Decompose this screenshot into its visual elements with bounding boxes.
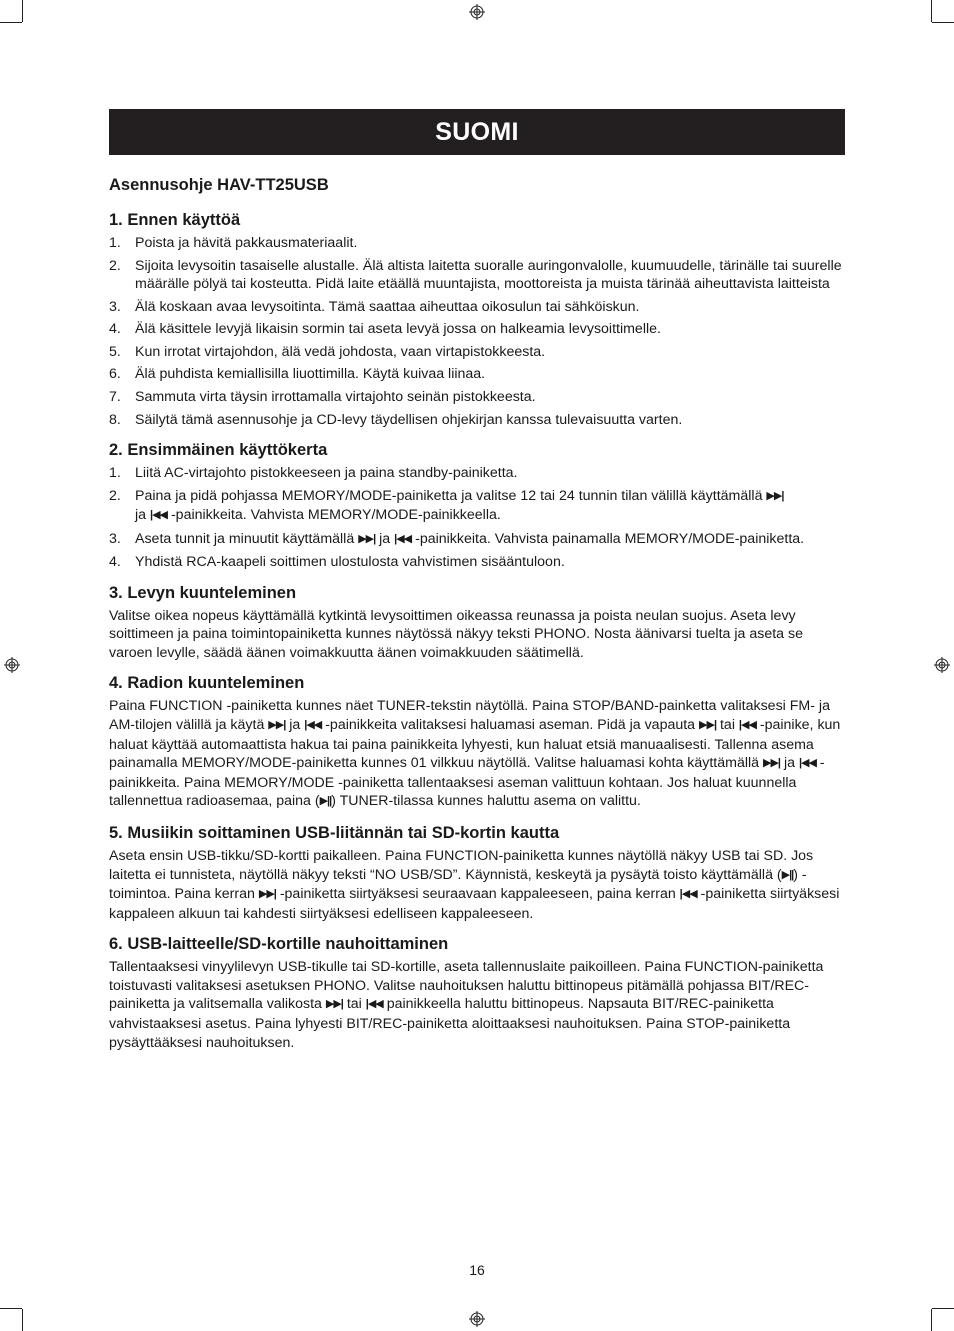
section-heading: 5. Musiikin soittaminen USB-liitännän tai SD-kortin kautta	[109, 823, 560, 842]
crop-mark	[22, 1309, 23, 1331]
previous-track-icon: |◀◀	[738, 718, 756, 731]
crop-mark	[0, 22, 22, 23]
next-track-icon: ▶▶|	[763, 757, 780, 770]
section-heading: 1. Ennen käyttöä	[109, 211, 241, 229]
next-track-icon: ▶▶|	[358, 532, 376, 545]
list-item: 8. Säilytä tämä asennusohje ja CD-levy täydellisen ohjekirjan kanssa tulevaisuutta varten.	[109, 411, 683, 428]
previous-track-icon: |◀◀	[679, 888, 697, 901]
section-heading: 4. Radion kuunteleminen	[109, 674, 305, 693]
registration-mark-icon	[934, 657, 950, 673]
registration-mark-icon	[469, 4, 485, 20]
page-number: 16	[469, 1262, 485, 1278]
paragraph: Paina FUNCTION -painiketta kunnes näet TUNER-tekstin näytöllä. Paina STOP/BAND-painketta valitaksesi FM- ja AM-tilojen välillä ja käytä ▶▶| ja |◀◀ -painikkeita valitaksesi haluamasi aseman. Pidä ja vapauta ▶▶| tai |◀◀ -painike, kun haluat käyttää automaattista hakua tai paina painikkeita lyhyesti, kun haluat etsiä manuaalisesti. Tallenna asema painamalla MEMORY/MODE-painiketta kunnes 01 vilkkuu näytöllä. Valitse haluamasi kohta käyttämällä ▶▶| ja |◀◀ -painikkeita. Paina MEMORY/MODE -painiketta tallentaaksesi aseman valittuun kohtaan. Jos haluat kuunnella tallennettua radioasemaa, paina (▶||) TUNER-tilassa kunnes haluttu asema on valittu.	[109, 698, 841, 810]
list-item: 7. Sammuta virta täysin irrottamalla virtajohto seinän pistokkeesta.	[109, 388, 536, 405]
crop-mark	[932, 1308, 954, 1309]
list-item: 2. Sijoita levysoitin tasaiselle alustalle. Älä altista laitetta suoralle auringonvalolle, kuumuudelle, tärinälle tai suurelle määrälle pölyä tai kosteutta. Pidä laite etäällä muuntajista, moottoreista ja muista tärinää aiheuttavista laitteista	[109, 257, 842, 292]
previous-track-icon: |◀◀	[150, 508, 167, 521]
list-item: 4. Älä käsittele levyjä likaisin sormin tai aseta levyä jossa on halkeamia levysoittimelle.	[109, 321, 661, 338]
previous-track-icon: |◀◀	[365, 998, 383, 1011]
next-track-icon: ▶▶|	[258, 888, 276, 901]
document-title: Asennusohje HAV-TT25USB	[109, 176, 329, 194]
document-body	[109, 176, 845, 1052]
play-pause-icon: ▶||	[319, 795, 332, 808]
numbered-list	[109, 464, 845, 572]
numbered-list	[109, 234, 845, 429]
list-item: 4. Yhdistä RCA-kaapeli soittimen ulostulosta vahvistimen sisääntuloon.	[109, 554, 565, 571]
previous-track-icon: |◀◀	[798, 757, 816, 770]
paragraph: Aseta ensin USB-tikku/SD-kortti paikalleen. Paina FUNCTION-painiketta kunnes näytöllä näkyy USB tai SD. Jos laitetta ei tunnisteta, näytöllä näkyy teksti “NO USB/SD”. Käynnistä, keskeytä ja pysäytä toisto käyttämällä (▶||) -toimintoa. Paina kerran ▶▶| -painiketta siirtyäksesi seuraavaan kappaleeseen, paina kerran |◀◀ -painiketta siirtyäksesi kappaleen alkuun tai kahdesti siirtyäksesi edelliseen kappaleeseen.	[109, 847, 840, 922]
crop-mark	[931, 1309, 932, 1331]
list-item: 3. Älä koskaan avaa levysoitinta. Tämä saattaa aiheuttaa oikosulun tai sähköiskun.	[109, 298, 640, 315]
list-item: 1. Poista ja hävitä pakkausmateriaalit.	[109, 235, 358, 251]
section-heading: 2. Ensimmäinen käyttökerta	[109, 440, 328, 459]
next-track-icon: ▶▶|	[268, 718, 286, 731]
section-heading: 3. Levyn kuunteleminen	[109, 583, 297, 602]
paragraph: Valitse oikea nopeus käyttämällä kytkintä levysoittimen oikeassa reunassa ja poista neulan suojus. Aseta levy soittimeen ja paina toimintopainiketta kunnes näytössä näkyy teksti PHONO. Nosta äänivarsi tuelta ja aseta se varoen levylle, säädä äänen voimakkuutta äänen voimakkuuden säätimellä.	[109, 607, 803, 661]
list-item: 1. Liitä AC-virtajohto pistokkeeseen ja paina standby-painiketta.	[109, 464, 518, 481]
next-track-icon: ▶▶|	[766, 489, 784, 502]
crop-mark	[932, 22, 954, 23]
paragraph: Tallentaaksesi vinyylilevyn USB-tikulle tai SD-kortille, aseta tallennuslaite paikoilleen. Paina FUNCTION-painiketta toistuvasti valitaksesi asetuksen PHONO. Valitse nauhoituksen haluttu bittinopeus pitämällä pohjassa BIT/REC-painiketta ja valitsemalla valikosta ▶▶| tai |◀◀ painikkeella haluttu bittinopeus. Napsauta BIT/REC-painiketta vahvistaaksesi asetus. Paina lyhyesti BIT/REC-painiketta aloittaaksesi nauhoituksen. Paina STOP-painiketta pysäyttääksesi nauhoituksen.	[109, 959, 824, 1051]
crop-mark	[22, 0, 23, 22]
crop-mark	[0, 1308, 22, 1309]
previous-track-icon: |◀◀	[304, 718, 322, 731]
language-banner: SUOMI	[109, 109, 845, 155]
play-pause-icon: ▶||	[781, 868, 794, 881]
next-track-icon: ▶▶|	[699, 718, 717, 731]
list-item: 2. Paina ja pidä pohjassa MEMORY/MODE-painiketta ja valitse 12 tai 24 tunnin tilan välillä käyttämällä ▶▶| ja |◀◀ -painikkeita. Vahvista MEMORY/MODE-painikkeella.	[109, 487, 784, 523]
list-item: 3. Aseta tunnit ja minuutit käyttämällä ▶▶| ja |◀◀ -painikkeita. Vahvista painamalla MEMORY/MODE-painiketta.	[109, 530, 805, 547]
section-heading: 6. USB-laitteelle/SD-kortille nauhoittaminen	[109, 935, 449, 954]
registration-mark-icon	[469, 1311, 485, 1327]
list-item: 5. Kun irrotat virtajohdon, älä vedä johdosta, vaan virtapistokkeesta.	[109, 343, 546, 360]
registration-mark-icon	[4, 657, 20, 673]
next-track-icon: ▶▶|	[325, 998, 343, 1011]
previous-track-icon: |◀◀	[394, 532, 412, 545]
crop-mark	[931, 0, 932, 22]
list-item: 6. Älä puhdista kemiallisilla liuottimilla. Käytä kuivaa liinaa.	[109, 366, 486, 383]
